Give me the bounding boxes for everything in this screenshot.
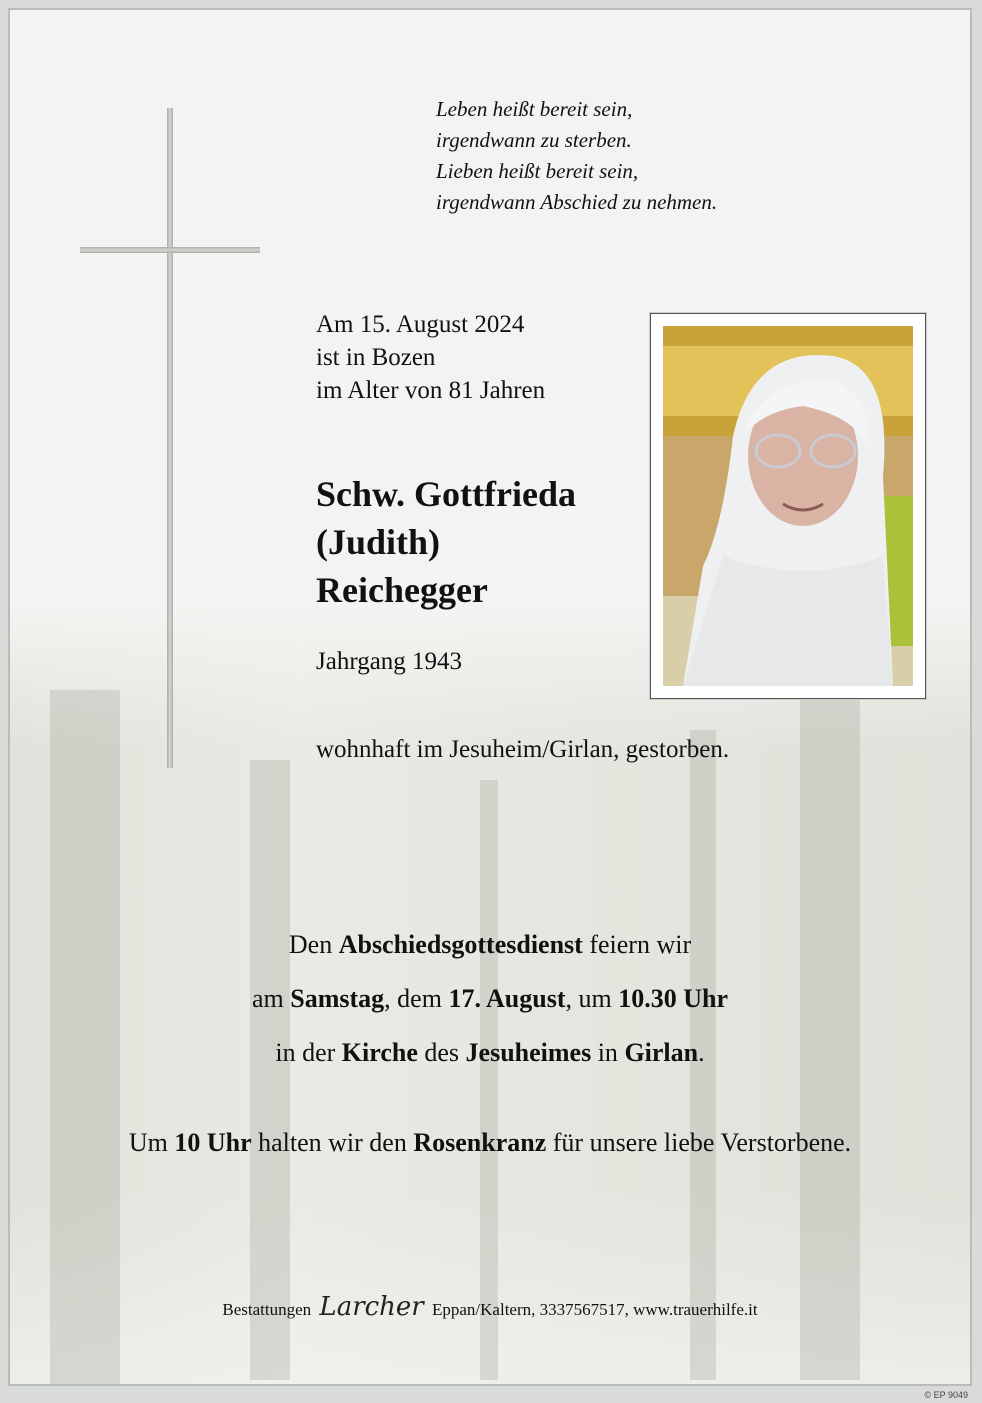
cross-icon-horizontal	[80, 247, 260, 253]
poem-line: irgendwann Abschied zu nehmen.	[436, 190, 718, 214]
poem-line: irgendwann zu sterben.	[436, 128, 632, 152]
service-institution: Jesuheimes	[465, 1038, 592, 1067]
intro-line: im Alter von 81 Jahren	[316, 377, 546, 404]
service-date: 17. August	[448, 984, 566, 1013]
service-line-1	[10, 918, 970, 972]
service-line-3	[10, 1026, 970, 1080]
service-town: Girlan	[624, 1038, 699, 1067]
text: .	[698, 1038, 705, 1067]
intro-line: ist in Bozen	[316, 344, 436, 371]
funeral-home-footer	[10, 1292, 970, 1322]
text: Um	[128, 1128, 175, 1157]
funeral-service-info	[10, 918, 970, 1080]
intro-line: Am 15. August 2024	[316, 311, 525, 338]
text: feiern wir	[582, 930, 692, 959]
text: für unsere liebe Verstorbene.	[546, 1128, 852, 1157]
cross-icon-vertical	[167, 108, 173, 768]
text: , dem	[384, 984, 449, 1013]
footer-prefix: Bestattungen	[222, 1300, 312, 1319]
birth-year: Jahrgang 1943	[316, 648, 463, 675]
service-day: Samstag	[290, 984, 385, 1013]
rosary-time: 10 Uhr	[174, 1128, 252, 1157]
footer-contact: Eppan/Kaltern, 3337567517, www.trauerhilfe.it	[432, 1300, 758, 1319]
service-time: 10.30 Uhr	[618, 984, 728, 1013]
poem-line: Leben heißt bereit sein,	[436, 97, 633, 121]
deceased-name	[316, 470, 576, 614]
text: Den	[288, 930, 339, 959]
death-announcement	[316, 308, 545, 407]
portrait-photo	[663, 326, 913, 686]
service-type: Abschiedsgottesdienst	[338, 930, 583, 959]
poem	[436, 94, 717, 218]
rosary-info	[10, 1128, 970, 1158]
print-code: © EP 9049	[924, 1390, 968, 1400]
photo-frame	[650, 313, 926, 699]
service-line-2	[10, 972, 970, 1026]
text: in	[591, 1038, 625, 1067]
text: in der	[275, 1038, 342, 1067]
name-line: Schw. Gottfrieda	[316, 474, 576, 514]
funeral-home-logo: Larcher	[319, 1292, 424, 1322]
text: , um	[565, 984, 619, 1013]
residence-text: wohnhaft im Jesuheim/Girlan, gestorben.	[316, 736, 730, 763]
rosary-word: Rosenkranz	[413, 1128, 547, 1157]
obituary-card	[8, 8, 972, 1386]
name-line: (Judith)	[316, 522, 441, 562]
text: des	[417, 1038, 466, 1067]
poem-line: Lieben heißt bereit sein,	[436, 159, 639, 183]
text: am	[252, 984, 291, 1013]
name-line: Reichegger	[316, 570, 488, 610]
service-venue: Kirche	[341, 1038, 418, 1067]
text: halten wir den	[251, 1128, 414, 1157]
